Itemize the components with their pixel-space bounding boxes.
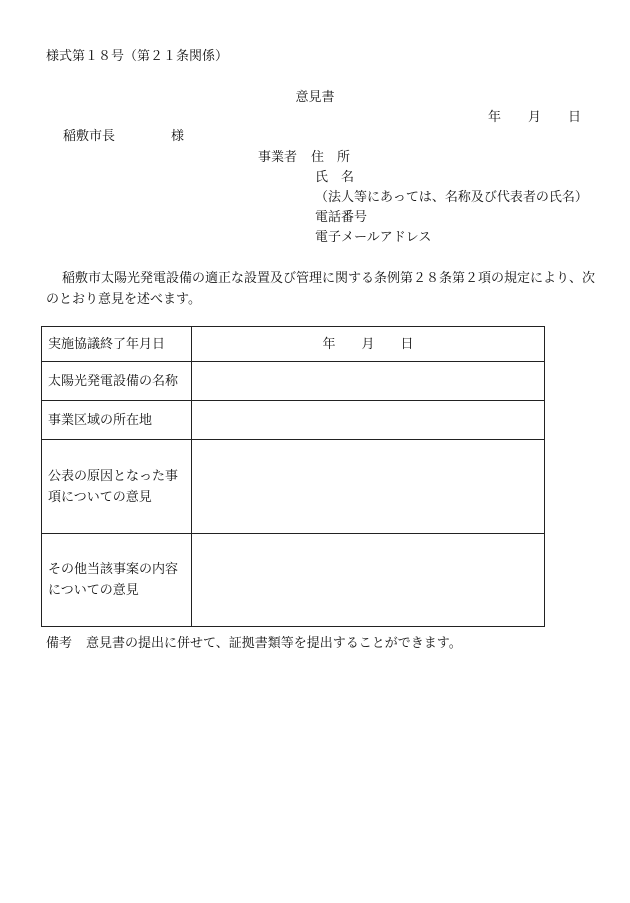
- table-row: [42, 534, 545, 627]
- publication-cause-opinion-field[interactable]: [192, 440, 545, 534]
- completion-date-field[interactable]: [192, 327, 545, 362]
- applicant-label: 事業者: [258, 150, 298, 165]
- facility-name-field[interactable]: [192, 362, 545, 401]
- remarks-text: 意見書の提出に併せて、証拠書類等を提出することができます。: [86, 636, 462, 651]
- applicant-name-label: 氏 名: [315, 170, 355, 185]
- table-row: [42, 327, 545, 362]
- applicant-phone-label: 電話番号: [315, 210, 368, 225]
- project-location-field[interactable]: [192, 401, 545, 440]
- applicant-address-label: 住 所: [311, 150, 351, 165]
- applicant-email-label: 電子メールアドレス: [315, 230, 432, 245]
- submission-date: [488, 110, 581, 126]
- field-day-label: 日: [400, 336, 414, 352]
- remarks-label: 備考: [46, 636, 73, 651]
- table-row: [42, 362, 545, 401]
- date-day-label: 日: [568, 110, 582, 125]
- row-label-facility-name: 太陽光発電設備の名称: [42, 362, 192, 401]
- statement-text: 稲敷市太陽光発電設備の適正な設置及び管理に関する条例第２８条第２項の規定により、次のとおり意見を述べます。: [46, 271, 596, 307]
- row-label-publication-cause-opinion: 公表の原因となった事項についての意見: [42, 440, 192, 534]
- document-title: 意見書: [295, 90, 335, 105]
- opinion-table: [41, 326, 545, 627]
- table-row: [42, 401, 545, 440]
- date-year-label: 年: [488, 110, 502, 125]
- row-label-other-opinion: その他当該事案の内容についての意見: [42, 534, 192, 627]
- addressee-honorific: 様: [171, 129, 185, 144]
- table-row: [42, 440, 545, 534]
- addressee-name: 稲敷市長: [63, 129, 116, 144]
- addressee: [63, 129, 184, 145]
- other-opinion-field[interactable]: [192, 534, 545, 627]
- date-month-label: 月: [528, 110, 542, 125]
- field-month-label: 月: [361, 336, 375, 352]
- applicant-name-note: （法人等にあっては、名称及び代表者の氏名）: [315, 190, 588, 205]
- remarks: [46, 636, 462, 652]
- row-label-completion-date: 実施協議終了年月日: [42, 327, 192, 362]
- field-year-label: 年: [322, 336, 336, 352]
- form-number: 様式第１８号（第２１条関係）: [46, 49, 229, 64]
- row-label-project-location: 事業区域の所在地: [42, 401, 192, 440]
